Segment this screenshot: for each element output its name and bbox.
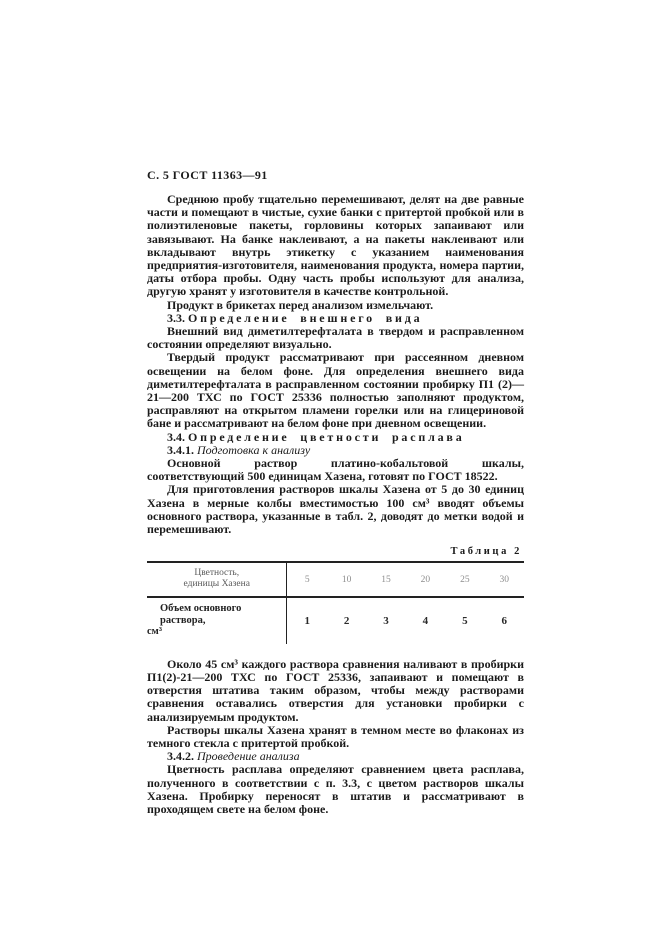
section-title: Определение цветности расплава xyxy=(188,429,465,444)
table-header-row xyxy=(147,562,524,597)
table-cell: 5 xyxy=(462,615,468,628)
section-number: 3.4.2. xyxy=(167,749,194,764)
section-title: Проведение анализа xyxy=(197,749,300,764)
paragraph: Внешний вид диметилтерефталата в твердом и расправленном состоянии определяют визуально. xyxy=(147,324,524,352)
table-cell: 15 xyxy=(366,562,405,597)
table-cell: 4 xyxy=(422,615,429,628)
table-data-label-cell xyxy=(147,597,287,644)
table-data-label: Объем основного раствора, см³ xyxy=(147,603,242,638)
table-cell: 6 xyxy=(501,615,508,628)
table-header-label: Цветность, единицы Хазена xyxy=(183,568,250,590)
table-data-row xyxy=(147,597,524,644)
table-header-label-cell xyxy=(147,562,287,597)
table-cell: 2 xyxy=(343,615,350,628)
paragraph: Цветность расплава определяют сравнением цвета расплава, полученного в соответствии с п. 3.3, с цветом растворов шкалы Хазена. Пробирку переносят в штатив и рассматривают в проходящем свете на белом фоне. xyxy=(147,762,524,817)
section-title: Определение внешнего вида xyxy=(188,310,423,325)
paragraph: Основной раствор платино-кобальтовой шкалы, соответствующий 500 единицам Хазена, готовят по ГОСТ 18522. xyxy=(147,456,524,484)
table-cell: 3 xyxy=(383,615,389,628)
table-cell: 25 xyxy=(445,562,484,597)
page-header: С. 5 ГОСТ 11363—91 xyxy=(147,168,268,182)
section-title: Подготовка к анализу xyxy=(197,442,311,457)
table-cell: 20 xyxy=(406,562,445,597)
table-cell: 1 xyxy=(304,615,310,628)
paragraph: Среднюю пробу тщательно перемешивают, делят на две равные части и помещают в чистые, сухие банки с притертой пробкой или в полиэтиленовые пакеты, горловины которых запаивают или завязывают. На банке наклеивают, а на пакеты наклеивают или вкладывают внутрь этикетку с указанием наименования предприятия-изготовителя, наименования продукта, номера партии, даты отбора пробы. Одну часть пробы используют для анализа, другую хранят у изготовителя в качестве контрольной. xyxy=(147,192,524,299)
paragraph: Растворы шкалы Хазена хранят в темном месте во флаконах из темного стекла с притертой пробкой. xyxy=(147,722,524,750)
document-body xyxy=(147,193,524,816)
table-caption: Таблица 2 xyxy=(450,546,522,558)
paragraph: Около 45 см³ каждого раствора сравнения наливают в пробирки П1(2)-21—200 ТХС по ГОСТ 25336, запаивают и помещают в отверстия штатива таким образом, чтобы между растворами сравнения оставались отверстия для установки пробирки с анализируемым продуктом. xyxy=(147,656,524,724)
section-number: 3.4. xyxy=(167,429,185,444)
section-number: 3.4.1. xyxy=(167,442,194,457)
table-cell: 10 xyxy=(327,562,366,597)
paragraph: Твердый продукт рассматривают при рассеянном дневном освещении на белом фоне. Для определения внешнего вида диметилтерефталата в расправленном состоянии пробирку П1 (2)—21—200 ТХС по ГОСТ 25336 полностью заполняют продуктом, расправляют на открытом пламени горелки или на глицериновой бане и рассматривают на белом фоне при дневном освещении. xyxy=(147,350,524,431)
paragraph: Продукт в брикетах перед анализом измельчают. xyxy=(167,297,434,312)
table-cell: 5 xyxy=(287,562,327,597)
section-number: 3.3. xyxy=(167,310,185,325)
hazen-scale-table xyxy=(147,561,524,644)
paragraph: Для приготовления растворов шкалы Хазена от 5 до 30 единиц Хазена в мерные колбы вместимостью 100 см³ вводят объемы основного раствора, указанные в табл. 2, доводят до метки водой и перемешивают. xyxy=(147,482,524,537)
table-cell: 30 xyxy=(485,562,524,597)
